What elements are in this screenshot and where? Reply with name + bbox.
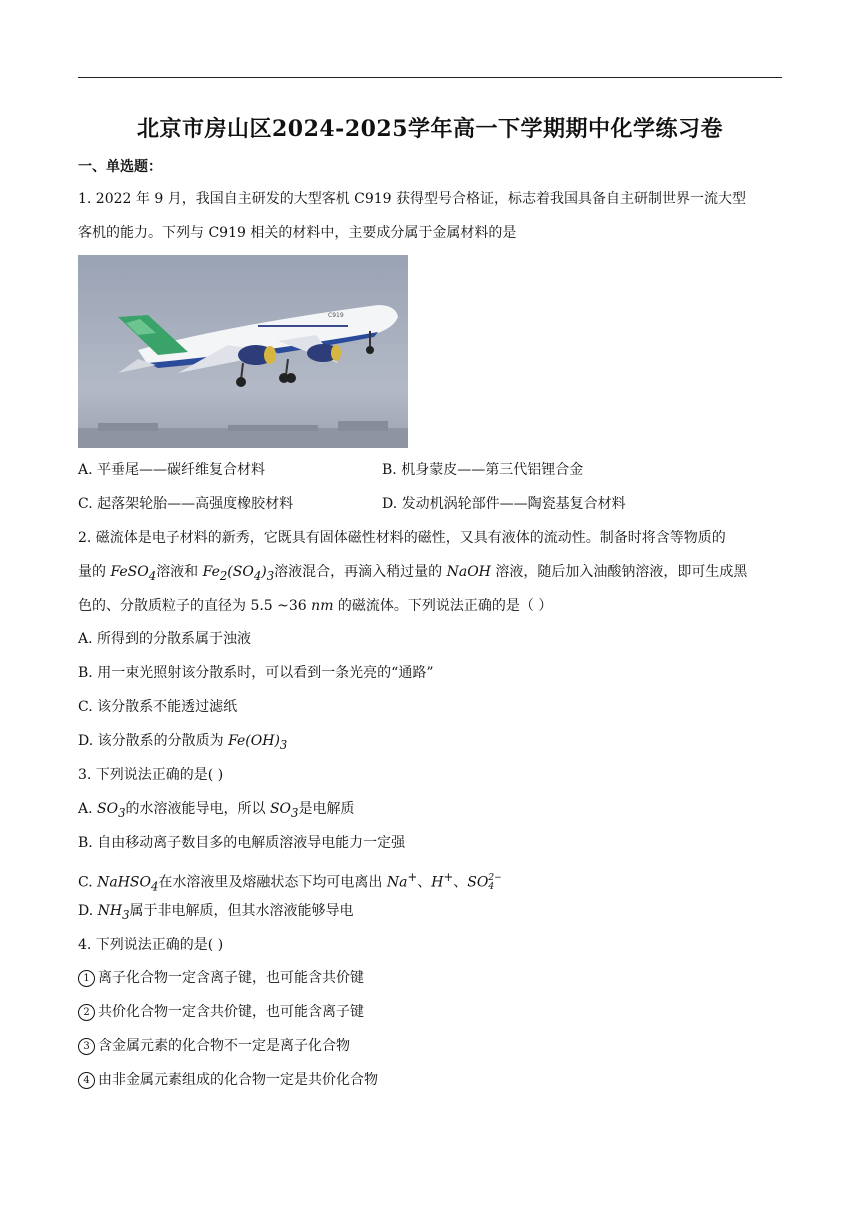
q2-option-a: A. 所得到的分散系属于浊液 [78,631,252,647]
q4-item: 2 共价化合物一定含共价键，也可能含离子键 [78,1002,364,1022]
circled-number: 2 [78,1004,95,1021]
q1-option-a: A. 平垂尾——碳纤维复合材料 [78,462,266,478]
header-rule [78,77,782,78]
q2-stem-line2: 量的 FeSO$_4$溶液和 $Fe_2(SO_4)_3$溶液混合，再滴入稍过量的 NaOH 溶液，随后加入油酸钠溶液，即可生成黑 [78,564,748,583]
q1-option-b: B. 机身蒙皮——第三代铝锂合金 [382,462,584,478]
q2-option-d: D. 该分散系的分散质为 $Fe(OH)_3$ [78,733,288,752]
q4-item: 4 由非金属元素组成的化合物一定是共价化合物 [78,1070,378,1090]
q2-stem-line1: 2. 磁流体是电子材料的新秀，它既具有固体磁性材料的磁性，又具有液体的流动性。制备时将含等物质的 [78,530,726,546]
q1-stem-line2: 客机的能力。下列与 C919 相关的材料中，主要成分属于金属材料的是 [78,225,517,241]
q2-option-c: C. 该分散系不能透过滤纸 [78,699,238,715]
q3-stem: 3. 下列说法正确的是( ) [78,767,224,783]
q3-option-c: C. NaHSO$_4$在水溶液里及熔融状态下均可电离出 Na+、H+、SO 2− 4 [78,870,502,894]
c919-photo [78,255,408,448]
q4-item: 3 含金属元素的化合物不一定是离子化合物 [78,1036,350,1056]
circled-number: 3 [78,1038,95,1055]
q4-item: 1 离子化合物一定含离子键，也可能含共价键 [78,968,364,988]
q1-stem-line1: 1. 2022 年 9 月，我国自主研发的大型客机 C919 获得型号合格证，标志着我国具备自主研制世界一流大型 [78,191,747,207]
section-heading: 一、单选题： [78,159,162,175]
circled-number: 4 [78,1072,95,1089]
plane-text: C919 [328,312,344,319]
q1-option-d: D. 发动机涡轮部件——陶瓷基复合材料 [382,496,626,512]
q3-option-b: B. 自由移动离子数目多的电解质溶液导电能力一定强 [78,835,406,851]
q3-option-a: A. $SO_3$的水溶液能导电，所以 $SO_3$是电解质 [78,801,355,820]
q2-stem-line3: 色的、分散质粒子的直径为 5.5 ~36 nm 的磁流体。下列说法正确的是（ ） [78,598,553,614]
q3-option-d: D. $NH_3$属于非电解质，但其水溶液能够导电 [78,903,354,922]
q2-option-b: B. 用一束光照射该分散系时，可以看到一条光亮的“通路” [78,665,434,681]
q1-option-c: C. 起落架轮胎——高强度橡胶材料 [78,496,294,512]
circled-number: 1 [78,970,95,987]
q4-stem: 4. 下列说法正确的是( ) [78,937,224,953]
page-title: 北京市房山区2024-2025学年高一下学期期中化学练习卷 [136,116,724,142]
